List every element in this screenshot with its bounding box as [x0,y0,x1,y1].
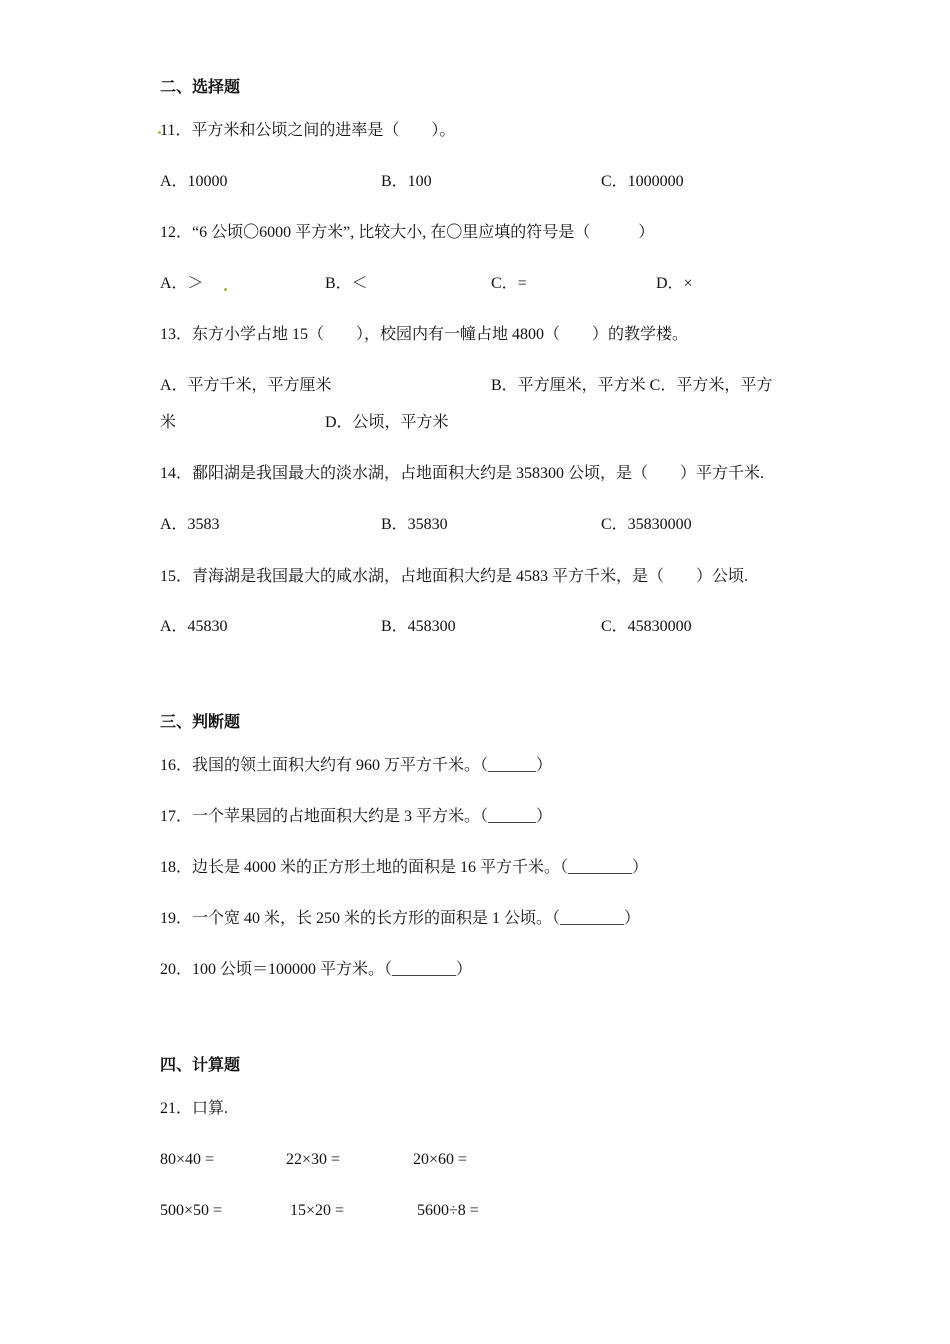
section-heading-judgment: 三、判断题 [160,714,241,731]
section-heading-choice: 二、选择题 [160,79,241,96]
question-18: 18．边长是 4000 米的正方形土地的面积是 16 平方千米。（________） [160,859,649,876]
q12-option-a: A．＞ [160,275,204,292]
question-12: 12．“6 公顷〇6000 平方米”, 比较大小, 在〇里应填的符号是（ ） [160,224,655,241]
calc-item: 80×40 = [160,1151,215,1168]
question-15: 15．青海湖是我国最大的咸水湖，占地面积大约是 4583 平方千米，是（ ）公顷. [160,568,749,585]
question-21: 21．口算. [160,1100,229,1117]
calc-item: 15×20 = [290,1202,345,1219]
q14-option-a: A．3583 [160,516,220,533]
q13-option-a: A．平方千米，平方厘米 [160,377,332,394]
q14-option-b: B．35830 [381,516,448,533]
question-11: 11．平方米和公顷之间的进率是（ ）。 [160,122,456,139]
q15-option-c: C．45830000 [601,618,692,635]
question-17: 17．一个苹果园的占地面积大约是 3 平方米。（______） [160,808,553,825]
section-heading-calculation: 四、计算题 [160,1057,241,1074]
q12-option-b: B．＜ [325,275,368,292]
q11-option-b: B．100 [381,173,432,190]
question-19: 19．一个宽 40 米，长 250 米的长方形的面积是 1 公顷。（________） [160,910,641,927]
question-13: 13．东方小学占地 15（ ），校园内有一幢占地 4800（ ）的教学楼。 [160,326,689,343]
calc-item: 20×60 = [413,1151,468,1168]
q12-option-d: D．× [656,275,693,292]
calc-item: 22×30 = [286,1151,341,1168]
question-16: 16．我国的领土面积大约有 960 万平方千米。（______） [160,757,553,774]
q12-option-c: C．= [491,275,527,292]
q13-option-b-c: B．平方厘米，平方米 C．平方米，平方 [491,377,773,394]
q13-option-c-cont: 米 [160,414,177,431]
q11-option-a: A．10000 [160,173,228,190]
decorative-dot [224,288,227,291]
q15-option-a: A．45830 [160,618,228,635]
q13-option-d: D．公顷，平方米 [325,414,449,431]
calc-item: 500×50 = [160,1202,223,1219]
q11-option-c: C．1000000 [601,173,684,190]
q14-option-c: C．35830000 [601,516,692,533]
question-20: 20．100 公顷＝100000 平方米。（________） [160,961,473,978]
question-14: 14．鄱阳湖是我国最大的淡水湖，占地面积大约是 358300 公顷，是（ ）平方千米. [160,465,765,482]
calc-item: 5600÷8 = [417,1202,479,1219]
q15-option-b: B．458300 [381,618,456,635]
